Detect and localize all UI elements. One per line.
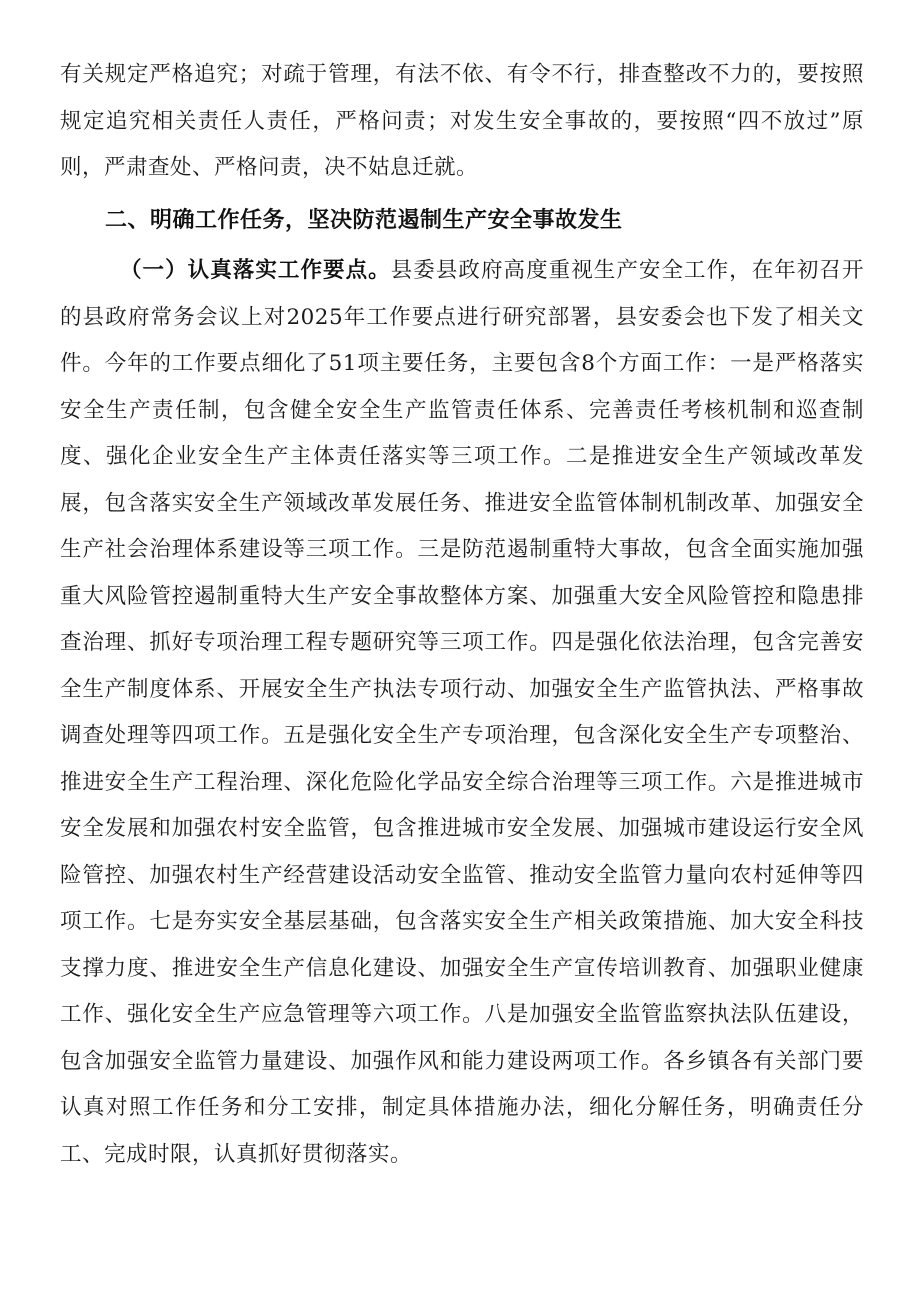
subsection-title: （一）认真落实工作要点。 <box>120 258 391 283</box>
section-heading: 二、明确工作任务，坚决防范遏制生产安全事故发生 <box>105 208 623 233</box>
subsection-paragraph <box>60 248 864 1178</box>
continuation-paragraph: 有关规定严格追究；对疏于管理，有法不依、有令不行，排查整改不力的，要按照规定追究相关责任人责任，严格问责；对发生安全事故的，要按照“四不放过”原则，严肃查处、严格问责，决不姑息迁就。 <box>60 62 864 180</box>
subsection-body: 县委县政府高度重视生产安全工作，在年初召开的县政府常务会议上对2025年工作要点进行研究部署，县安委会也下发了相关文件。今年的工作要点细化了51项主要任务，主要包含8个方面工作：一是严格落实安全生产责任制，包含健全安全生产监管责任体系、完善责任考核机制和巡查制度、强化企业安全生产主体责任落实等三项工作。二是推进安全生产领域改革发展，包含落实安全生产领域改革发展任务、推进安全监管体制机制改革、加强安全生产社会治理体系建设等三项工作。三是防范遏制重特大事故，包含全面实施加强重大风险管控遏制重特大生产安全事故整体方案、加强重大安全风险管控和隐患排查治理、抓好专项治理工程专题研究等三项工作。四是强化依法治理，包含完善安全生产制度体系、开展安全生产执法专项行动、加强安全生产监管执法、严格事故调查处理等四项工作。五是强化安全生产专项治理，包含深化安全生产专项整治、推进安全生产工程治理、深化危险化学品安全综合治理等三项工作。六是推进城市安全发展和加强农村安全监管，包含推进城市安全发展、加强城市建设运行安全风险管控、加强农村生产经营建设活动安全监管、推动安全监管力量向农村延伸等四项工作。七是夯实安全基层基础，包含落实安全生产相关政策措施、加大安全科技支撑力度、推进安全生产信息化建设、加强安全生产宣传培训教育、加强职业健康工作、强化安全生产应急管理等六项工作。八是加强安全监管监察执法队伍建设，包含加强安全监管力量建设、加强作风和能力建设两项工作。各乡镇各有关部门要认真对照工作任务和分工安排，制定具体措施办法，细化分解任务，明确责任分工、完成时限，认真抓好贯彻落实。 <box>60 258 864 1167</box>
